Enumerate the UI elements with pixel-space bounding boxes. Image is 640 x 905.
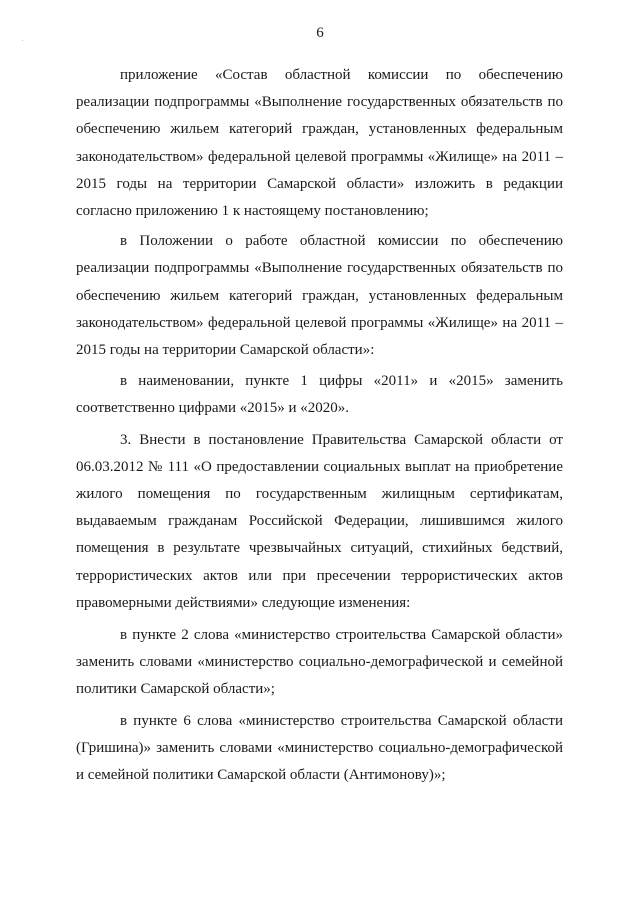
paragraph-point-6-change: в пункте 6 слова «министерство строительства Самарской области (Гришина)» заменить словами «министерство социально-демографической и семейной политики Самарской области (Антимонову)»; bbox=[76, 712, 563, 784]
paragraph-commission-regulation: в Положении о работе областной комиссии по обеспечению реализации подпрограммы «Выполнение государственных обязательств по обеспечению жильем категорий граждан, установленных федеральным законодательством» федеральной целевой программы «Жилище» на 2011 – 2015 годы на территории Самарской области»: bbox=[76, 233, 563, 359]
paragraph-resolution-111-amendments: 3. Внести в постановление Правительства Самарской области от 06.03.2012 № 111 «О предоставлении социальных выплат на приобретение жилого помещения по государственным жилищным сертификатам, выдаваемым гражданам Российской Федерации, лишившимся жилого помещения в результате чрезвычайных ситуаций, стихийных бедствий, террористических актов или при пресечении террористических актов правомерными действиями» следующие изменения: bbox=[76, 431, 563, 611]
paragraph-title-digits-replacement: в наименовании, пункте 1 цифры «2011» и «2015» заменить соответственно цифрами «2015» и «2020». bbox=[76, 373, 563, 417]
paragraph-point-2-change: в пункте 2 слова «министерство строительства Самарской области» заменить словами «министерство социально-демографической и семейной политики Самарской области»; bbox=[76, 627, 563, 698]
paragraph-commission-composition: приложение «Состав областной комиссии по обеспечению реализации подпрограммы «Выполнение государственных обязательств по обеспечению жильем категорий граждан, установленных федеральным законодательством» федеральной целевой программы «Жилище» на 2011 – 2015 годы на территории Самарской области» изложить в редакции согласно приложению 1 к настоящему постановлению; bbox=[76, 67, 563, 220]
page-number: 6 bbox=[316, 25, 324, 41]
document-body bbox=[76, 62, 563, 789]
